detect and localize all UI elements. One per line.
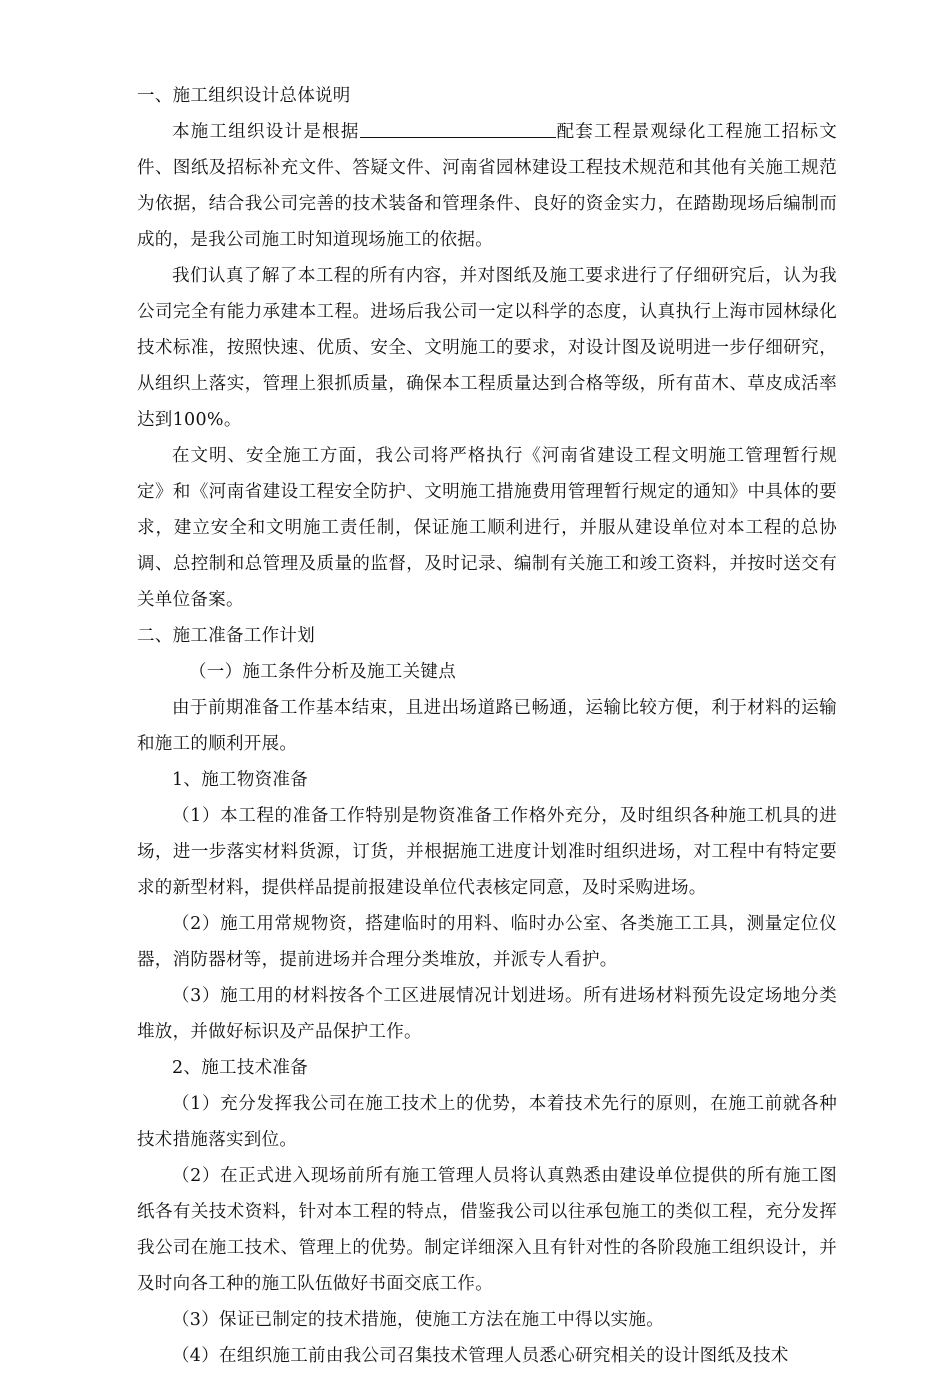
section-1-title: 一、施工组织设计总体说明 bbox=[137, 86, 351, 106]
paragraph: 我们认真了解了本工程的所有内容，并对图纸及施工要求进行了仔细研究后，认为我公司完全有能力承建本工程。进场后我公司一定以科学的态度，认真执行上海市园林绿化技术标准，按照快速、优质、安全、文明施工的要求，对设计图及说明进一步仔细研究，从组织上落实，管理上狠抓质量，确保本工程质量达到合格等级，所有苗木、草皮成活率达到100%。 bbox=[137, 266, 837, 430]
paragraph: 由于前期准备工作基本结束，且进出场道路已畅通，运输比较方便，利于材料的运输和施工的顺利开展。 bbox=[137, 698, 837, 754]
section-2-title: 二、施工准备工作计划 bbox=[137, 626, 315, 646]
item-heading: 1、施工物资准备 bbox=[172, 770, 309, 790]
list-item: （2）在正式进入现场前所有施工管理人员将认真熟悉由建设单位提供的所有施工图纸各有关技术资料，针对本工程的特点，借鉴我公司以往承包施工的类似工程，充分发挥我公司在施工技术、管理上的优势。制定详细深入且有针对性的各阶段施工组织设计，并及时向各工种的施工队伍做好书面交底工作。 bbox=[137, 1166, 837, 1294]
list-item: （3）施工用的材料按各个工区进展情况计划进场。所有进场材料预先设定场地分类堆放，并做好标识及产品保护工作。 bbox=[137, 986, 837, 1042]
item-heading: 2、施工技术准备 bbox=[172, 1058, 309, 1078]
subsection-title: （一）施工条件分析及施工关键点 bbox=[189, 662, 456, 682]
list-item: （1）本工程的准备工作特别是物资准备工作格外充分，及时组织各种施工机具的进场，进一步落实材料货源，订货，并根据施工进度计划准时组织进场，对工程中有特定要求的新型材料，提供样品提前报建设单位代表核定同意，及时采购进场。 bbox=[137, 806, 837, 898]
list-item: （3）保证已制定的技术措施，使施工方法在施工中得以实施。 bbox=[172, 1310, 665, 1330]
paragraph: 在文明、安全施工方面，我公司将严格执行《河南省建设工程文明施工管理暂行规定》和《河南省建设工程安全防护、文明施工措施费用管理暂行规定的通知》中具体的要求，建立安全和文明施工责任制，保证施工顺利进行，并服从建设单位对本工程的总协调、总控制和总管理及质量的监督，及时记录、编制有关施工和竣工资料，并按时送交有关单位备案。 bbox=[137, 446, 837, 610]
list-item: （2）施工用常规物资，搭建临时的用料、临时办公室、各类施工工具，测量定位仪器，消防器材等，提前进场并合理分类堆放，并派专人看护。 bbox=[137, 914, 837, 970]
fill-in-blank bbox=[360, 119, 556, 138]
document-page bbox=[137, 78, 837, 1374]
paragraph-rest: 配套工程景观绿化工程施工招标文件、图纸及招标补充文件、答疑文件、河南省园林建设工程技术规范和其他有关施工规范为依据，结合我公司完善的技术装备和管理条件、良好的资金实力，在踏勘现场后编制而成的，是我公司施工时知道现场施工的依据。 bbox=[137, 122, 838, 250]
list-item: （4）在组织施工前由我公司召集技术管理人员悉心研究相关的设计图纸及技术 bbox=[172, 1346, 789, 1366]
list-item: （1）充分发挥我公司在施工技术上的优势，本着技术先行的原则，在施工前就各种技术措施落实到位。 bbox=[137, 1094, 837, 1150]
paragraph-lead: 本施工组织设计是根据 bbox=[172, 122, 360, 142]
paragraph bbox=[137, 114, 837, 258]
